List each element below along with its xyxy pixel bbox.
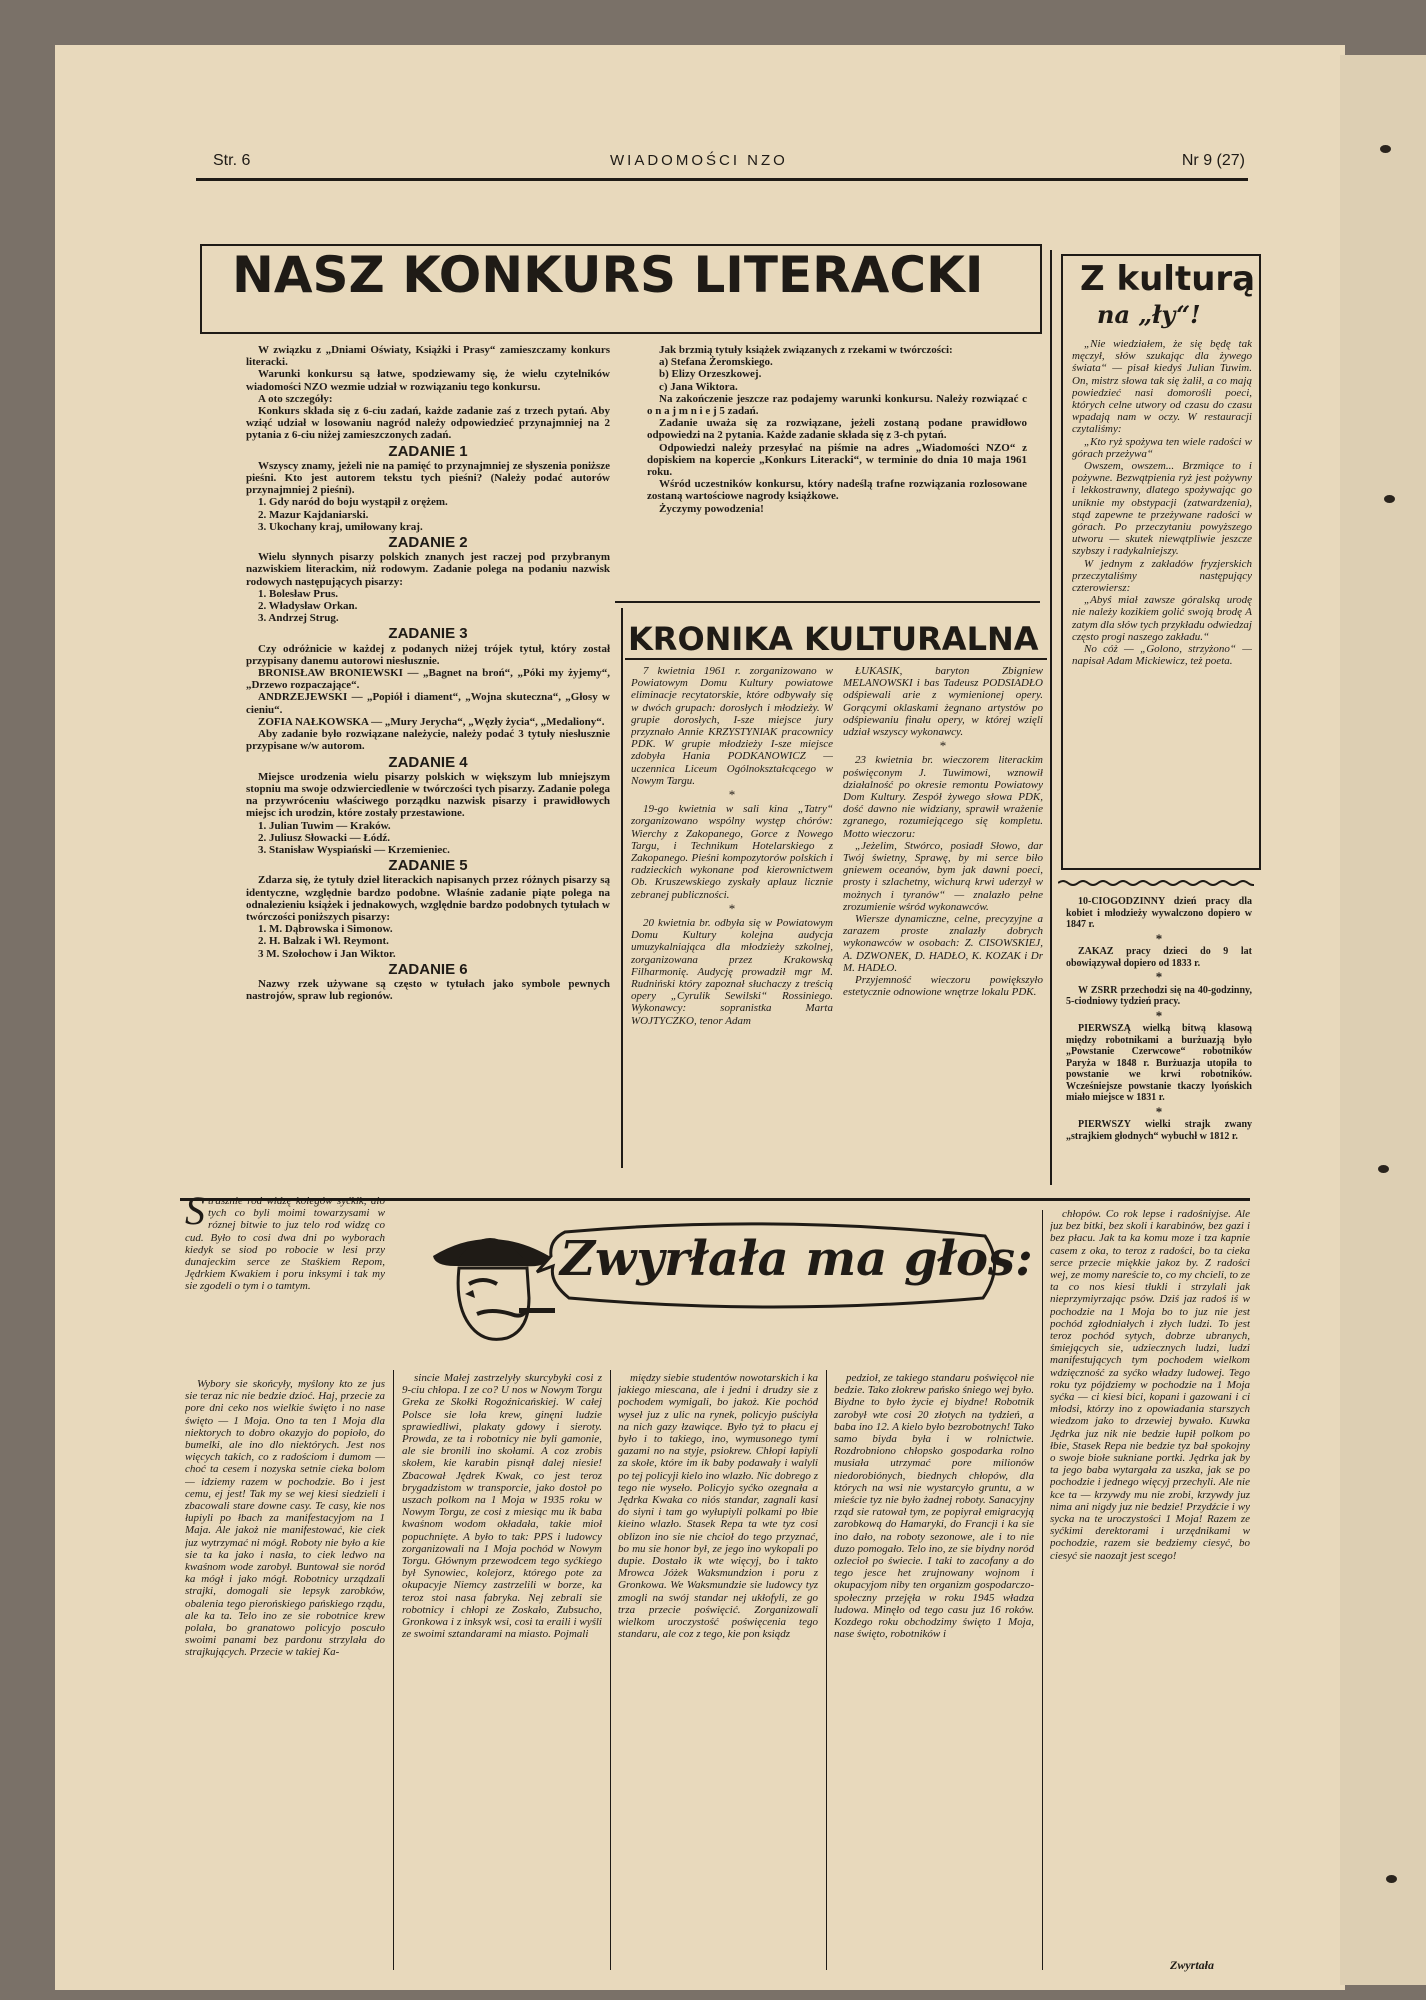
zkultura-text — [1072, 338, 1252, 860]
zadanie-heading: ZADANIE 6 — [388, 960, 468, 978]
paragraph: ŁUKASIK, baryton Zbigniew MELANOWSKI i bas Tadeusz PODSIADŁO odśpiewali arie z wymienionej opery. Gorącymi oklaskami żegnano artystów po odśpiewaniu finału opery, w której wzięli udział wszyscy wykonawcy. — [843, 665, 1043, 739]
zwyrlala-signature: Zwyrtała — [1170, 1958, 1214, 1972]
bottom-col-divider-1 — [393, 1370, 394, 1970]
paragraph: a) Stefana Żeromskiego. — [659, 356, 773, 369]
zadanie-heading: ZADANIE 2 — [388, 534, 468, 552]
fact-item: 10-CIOGODZINNY dzień pracy dla kobiet i młodzieży wywalczono dopiero w 1847 r. — [1066, 896, 1252, 930]
zwyrlala-column-5 — [1050, 1208, 1250, 1953]
right-side-divider — [1050, 250, 1052, 1185]
kronika-column-1 — [631, 665, 833, 1185]
bottom-col-divider-3 — [826, 1370, 827, 1970]
paragraph: 1. M. Dąbrowska i Simonow. — [258, 923, 393, 936]
page-number: Str. 6 — [213, 152, 251, 169]
paragraph: Odpowiedzi należy przesyłać na piśmie na adres „Wiadomości NZO“ z dopiskiem na kopercie „Konkurs Literacki“, w terminie do dnia 10 maja 1961 roku. — [647, 441, 1027, 479]
zwyrlala-column-4 — [834, 1372, 1034, 1978]
fact-item: W ZSRR przechodzi się na 40-godzinny, 5-ciodniowy tydzień pracy. — [1066, 984, 1252, 1007]
zadanie-heading: ZADANIE 3 — [388, 625, 468, 643]
paragraph: „Kto ryż spożywa ten wiele radości w górach przeżywa“ — [1072, 435, 1252, 460]
kronika-column-2 — [843, 665, 1043, 1185]
masthead: WIADOMOŚCI NZO — [610, 152, 788, 169]
paragraph: Miejsce urodzenia wielu pisarzy polskich w większym lub mniejszym stopniu ma swoje odzwierciedlenie w twórczości tych pisarzy. Zadanie polega na przywróceniu właściwego porządku nazwisk pisarzy i prawidłowych miejsc ich urodzin, które zostały przestawione. — [246, 770, 610, 820]
paragraph: 2. H. Balzak i Wł. Reymont. — [258, 935, 389, 948]
kronika-top-rule — [615, 601, 1040, 603]
drop-cap: S — [185, 1195, 205, 1233]
zwyrlala-column-3 — [618, 1372, 818, 1978]
paragraph: Konkurs składa się z 6-ciu zadań, każde zadanie zaś z trzech pytań. Aby wziąć udział w losowaniu nagród należy odpowiedzieć przynajmniej na 2 pytania z 6-ciu niżej zamieszczonych zadań. — [246, 405, 610, 442]
asterisk-separator: * — [939, 738, 947, 754]
paragraph: 1. Bolesław Prus. — [258, 587, 339, 600]
zwyrlala-title: Zwyrłała ma głos: — [560, 1231, 1033, 1287]
paragraph: 2. Mazur Kajdaniarski. — [258, 508, 369, 521]
konkurs-column-2 — [647, 344, 1027, 599]
header-rule — [196, 178, 1248, 181]
paragraph: Nazwy rzek używane są często w tytułach jako symbole pewnych nastrojów, spraw lub regionów. — [246, 977, 610, 1003]
paragraph: 3. Andrzej Strug. — [258, 612, 339, 625]
zadanie-heading: ZADANIE 1 — [388, 442, 468, 460]
asterisk-separator: * — [1155, 1007, 1163, 1023]
paragraph: 1. Julian Tuwim — Kraków. — [258, 819, 391, 832]
facts-column — [1066, 896, 1252, 1186]
paragraph: 2. Władysław Orkan. — [258, 600, 358, 613]
paragraph: Wielu słynnych pisarzy polskich znanych jest raczej pod przybranym nazwiskiem literackim, niż rodowym. Zadanie polega na podaniu nazwisk rodowych następujących pisarzy: — [246, 551, 610, 588]
paragraph: 1. Gdy naród do boju wystąpił z orężem. — [258, 496, 448, 509]
zadanie-heading: ZADANIE 5 — [388, 857, 468, 875]
konkurs-column-1 — [246, 344, 610, 1176]
paragraph: Jak brzmią tytuły książek związanych z rzekami w twórczości: — [659, 344, 953, 356]
zkultura-title: Z kulturą — [1080, 259, 1256, 299]
zwyrlala-column-1 — [185, 1378, 385, 1978]
paragraph: 3. Stanisław Wyspiański — Krzemieniec. — [258, 843, 450, 856]
zwyrlala-col2-text: sincie Małej zastrzelyły skurcybyki cosi z 9-ciu chłopa. I ze co? U nos w Nowym Torgu Greka ze Skołki Rogoźnicańskiej. W całej Polsce sie loła krew, ginęni ludzie sprawiedliwi, plakaty gdowy i sieroty. Prowda, ze ta i robotnicy nie byli gamonie, ale sie bronili ino skołami. A coz zrobis skołem, kie karabin pisnął dalej niesie! Zbacował Jędrek Kwak, co jest teroz brygadzistom w transporcie, jako dostoł po uszach polkom na 1 Moja w 1935 roku w Nowym Torgu, ze cosi z miesiąc mu ik baba kwaśnom wodom okładała, takie mioł popuchnięte. A było to tak: PPS i ludowcy zorganizowali na 1 Moja pochód w Nowym Torgu. Głównym przewodcem tego syćkiego był Synowiec, kolejorz, którego pote za okupacyje Niemcy zastrzelili w borze, ka teroz stoi nasa fabryka. Nej zebrali sie robotnicy i chłopi ze Zoskało, Zubsucho, Gronkowa i z inksyk wsi, cosi ta eraili i wyśli ze swoimi sztandarami na miasto. Pojmali — [402, 1372, 602, 1641]
zwyrlala-col1-text: Wybory sie skońcyły, myślony kto ze jus sie teraz nic nie bedzie dzioć. Haj, przecie za pore dni ceko nos wielkie święto i no nase święto — 1 Moja. Ono ta ten 1 Moja dla niektorych to dobro okazyjo do popioło, do bumelki, ale ino dlo niektórych. Jest nos więcych takich, co z radościom i dumom — choć ta cesem i nozyska setnie cieka bolom — idziemy razem w pochodzie. Bo i jest cemu, ej jest! Tak my se wej kiesi siedzieli i zbacowali stare downe casy. Te casy, kie nos łupiyli po łbach za manifestacyjom na 1 Maja. Ale jakoż nie manifestować, kie ciek juz wytrzymać ni mógł. Roboty nie było a kie sie ta ka jako i nasła, to ciek ledwo na kwaśnom wode zarobył. Buntował sie noród ka mógł i jako mógł. Robotnicy urządzali strajki, domogali sie lepsyk zarobków, obalenia tego pierońskiego pańskiego rządu, ale ka ta. Telo ino ze sie robotnice krew polała, bo granatowo policyjo poscuło swoimi panami bez pardonu strzylała do strajkujących. Przecie w takiej Ka- — [185, 1378, 385, 1659]
paragraph: „Nie wiedziałem, że się będę tak męczył, słów szukając dla żywego świata“ — pisał kiedyś Julian Tuwim. On, mistrz słowa tak się żalił, a co mają powiedzieć nasi domorośli poeci, których celne utwory od czasu do czasu wpadają nam w oczy. W restauracji czytaliśmy: — [1072, 338, 1252, 436]
paragraph: W związku z „Dniami Oświaty, Książki i Prasy“ zamieszczamy konkurs literacki. — [246, 344, 610, 369]
fact-item: PIERWSZY wielki strajk zwany „strajkiem głodnych“ wybuchł w 1812 r. — [1066, 1119, 1252, 1142]
zwyrlala-col5-text: chłopów. Co rok lepse i radośniyjse. Ale juz bez bitki, bez skoli i karabinów, bez gazi i bez płacu. Jak ta ka komu moze i tza kapnie casem z oka, to teroz z radości, bo ta cieka serce przecie miękkie jakoz by. Z radości wej, ze momy nareście to, co my chcieli, to ze ta co nos kiesi tłukli i strzylali jak nieprzymiyrzając psów. Dziś jaz radoś iś w pochodzie na 1 Moja bo to juz nie jest pochód zgłodniałych i złych ludzi. To jest teroz pochód sytych, dobrze ubranych, śmiejących sie, udziecznych ludzi, ludzi manifestujących tym pochodem wielkom wdzięczność za syćko władzy ludowej. Tego roku tyz pójdziemy w pochodzie na 1 Moja syćka — ci kiesi bici, kopani i gazowani i ci młodsi, którzy ino z opowiadania starszych wiedzom jako to drzewiej bywało. Kuwka Jędrka juz nik nie bedzie łupił polkom po łbie, Stasek Repa nie bedzie tyz bał spokojny o swoje biołe sukniane portki. Jędrka jak by ta jego baba wytargała za uszka, jak se po pochodzie i jednego więcyj przechyli. Ale nie kce ta — krzywdy mu nie zrobi, krzywdy juz nima ani nigdy juz nie bedzie! Przydźcie i wy sycka na te uroczystości 1 Moja! Razem ze syćkimi derektorami i urzędnikami w pochodzie, razem sie bedziemy ciesyć, bo ciesyć sie naozajt jest scego! — [1050, 1208, 1250, 1562]
paragraph: Warunki konkursu są łatwe, spodziewamy się, że wielu czytelników wiadomości NZO wezmie udział w rozwiązaniu tego konkursu. — [246, 368, 610, 393]
asterisk-separator: * — [1155, 1103, 1163, 1119]
paragraph: „Abyś miał zawsze góralską urodę nie należy kozikiem golić swoją brodę A zatym dla słów tych przykładu odwiedzaj często progi naszego zakładu.“ — [1072, 594, 1252, 643]
paragraph: 20 kwietnia br. odbyła się w Powiatowym Domu Kultury kolejna audycja umuzykalniająca dla młodzieży szkolnej, zorganizowana przez Krakowską Filharmonię. Audycję prowadził mgr M. Rudniński który zapoznał słuchaczy z treścią opery „Cyrulik Sewilski“ Rossiniego. Wykonawcy: sopranistka Marta WOJTYCZKO, tenor Adam — [631, 917, 833, 1027]
zwyrlala-col3-text: między siebie studentów nowotarskich i ka jakiego miescana, ale i jedni i drudzy sie z pochodem wymigali, bo jakoż. Kie pochód wyseł juz z ulic na rynek, policyjo puściyła na nich gazy łzawiące. Było tyż to płacu ej było i to takiego, ino, wymusonego tymi gazami no na styje, psiokrew. Chłopi łapiyli za skołe, które im ik baby podawały i walyli po tej policyji kielo ino wlazło. Nic dobrego z tego nie wyseło. Policyjo syćko ozegnała a Jędrka Kwaka co niós standar, zagnali kasi do siyni i tam go wyłupiyli polkami po łbie kieino wlazło. Stasek Repa ta wte tyz cosi oblizon ino sie nie chcioł do tego przyznać, bo mu sie honor był, ze jego ino wykopali po dupie. Dostało ik wte więcyj, bo i takto Mrowca Jóżek Waksmundzion i poru z Gronkowa. We Waksmundzie sie ludowcy tyz zmogli na swój standar nej ukłofyli, ze go trza przecie poświęcić. Zorganizowali wielkom uroczystość poświęcenia tego standaru, ale coz z tego, kie pon ksiądz — [618, 1372, 818, 1641]
paragraph: 3. Ukochany kraj, umiłowany kraj. — [258, 520, 423, 533]
paragraph: Na zakończenie jeszcze raz podajemy warunki konkursu. Należy rozwiązać c o n a j m n i e j 5 zadań. — [647, 392, 1027, 418]
asterisk-separator: * — [1155, 930, 1163, 946]
paragraph: Wszyscy znamy, jeżeli nie na pamięć to przynajmniej ze słyszenia poniższe pieśni. Kto jest autorem tekstu tych pieśni? (Należy podać autorów przynajmniej 2 pieśni). — [246, 459, 610, 497]
fact-item: PIERWSZĄ wielką bitwą klasową między robotnikami a burżuazją było „Powstanie Czerwcowe“ robotników Paryża w 1848 r. Burżuazja utopiła to powstanie we krwi robotników. Wcześniejsze powstanie tkaczy lyońskich miało miejsce w 1831 r. — [1066, 1023, 1252, 1103]
paragraph: 23 kwietnia br. wieczorem literackim poświęconym J. Tuwimowi, wznowił działalność po okresie remontu Powiatowy Dom Kultury. Zespół żywego słowa PDK, dość dawno nie widziany, sprawił wrażenie zgranego, rozumiejącego się kompletu. Motto wieczoru: — [843, 754, 1043, 840]
paragraph: Wiersze dynamiczne, celne, precyzyjne a zarazem proste znalazły dobrych wykonawców w osobach: Z. CISOWSKIEJ, A. DZWONEK, D. HADŁO, K. KOZAK i Dr M. HADŁO. — [843, 913, 1043, 974]
zwyrlala-col4-text: pedzioł, ze takiego standaru poświęcoł nie bedzie. Tako złokrew pańsko śniego wej było. Biydne to było życie ej biydne! Robotnik zarobył wte cosi 20 złotych na tydzień, a baba ino 12. A kielo było bezrobotnych! Tako samo biyda była i w rolnictwie. Rozdrobniono chłopsko gospodarka rolno musiała utrzymać pore milionów niedorobiónych, biednych chłopów, dla których na wsi nie wystarcyło gruntu, a w mieście tyz nie było żadnej roboty. Sanacyjny rząd sie ratował tym, ze popiyrał emigracyją zarobkową do Hamaryki, do Francji i ka sie ino dało, na roboty sezonowe, ale i to nie duzo pomogało. Telo ino, ze sie biydny noród ozlecioł po świecie. I taki to zacofany a do tego jesce het zrujnowany wojnom i okupacyjom niby ten organizm gospodarczo-społeczny przejęła w roku 1945 władza ludowa. Minęło od tego casu juz 16 roków. Kozdego roku obchodzimy święto 1 Moja, nase święto, robotników i — [834, 1372, 1034, 1641]
paragraph: Wśród uczestników konkursu, który nadeślą trafne rozwiązania rozlosowane zostaną wartościowe nagrody książkowe. — [647, 478, 1027, 503]
zwyrlala-intro-text: trasznie rod widzę kolegów syćkik, alo tych co byli moimi towarzysami w róznej bitwie to juz telo rod widzę co cud. Było to cosi dwa dni po wyborach kiedyk se siod po robocie w lesi przy dunajeckim serce ze Staśkiem Repom, Jędrkiem Kwakiem i poru inksymi i tak my sie zgodeli o tym i o tamtym. — [185, 1195, 385, 1293]
wavy-separator — [1058, 879, 1254, 887]
paragraph: 2. Juliusz Słowacki — Łódź. — [258, 831, 391, 844]
asterisk-separator: * — [728, 787, 736, 803]
zadanie-heading: ZADANIE 4 — [388, 753, 468, 771]
paragraph: ZOFIA NAŁKOWSKA — „Mury Jerycha“, „Węzły życia“, „Medaliony“. — [258, 715, 605, 728]
paragraph: ANDRZEJEWSKI — „Popiół i diament“, „Wojna skuteczna“, „Głosy w cieniu“. — [246, 691, 610, 716]
paragraph: Przyjemność wieczoru powiększyło estetycznie odnowione wnętrze lokalu PDK. — [843, 974, 1043, 999]
paragraph: 19-go kwietnia w sali kina „Tatry“ zorganizowano wspólny występ chórów: Wierchy z Zakopanego, Gorce z Nowego Targu, i Technikum Hotelarskiego z Zakopanego. Pieśni kompozytorów polskich i radzieckich wykonane pod kierownictwem Ob. Kruszewskiego zyskały aplauz licznie zebranej publiczności. — [631, 803, 833, 901]
konkurs-title: NASZ KONKURS LITERACKI — [232, 246, 984, 304]
paragraph: „Jeżelim, Stwórco, posiadł Słowo, dar Twój świetny, Sprawę, by mi serce biło gniewem oceanów, bym jak dawni poeci, prosty i szlachetny, wichurą krwi uderzył w możnych i tyranów“ — znalazło pełne zrozumienie wśród wykonawców. — [843, 839, 1043, 913]
paragraph: BRONISŁAW BRONIEWSKI — „Bagnet na broń“, „Póki my żyjemy“, „Drzewo rozpaczające“. — [246, 667, 610, 692]
paragraph: b) Elizy Orzeszkowej. — [659, 368, 762, 381]
zwyrlala-column-2 — [402, 1372, 602, 1978]
konkurs-col-divider — [621, 608, 623, 1168]
zkultura-subtitle: na „ły“! — [1097, 300, 1201, 329]
zwyrlala-intro — [185, 1195, 385, 1375]
kronika-title: KRONIKA KULTURALNA — [628, 620, 1039, 658]
kronika-title-rule — [625, 658, 1047, 660]
issue-number: Nr 9 (27) — [1181, 152, 1245, 169]
paragraph: 7 kwietnia 1961 r. zorganizowano w Powiatowym Domu Kultury powiatowe eliminacje recytatorskie, które odbywały się w dwóch grupach: dorosłych i młodzieży. W grupie dorosłych, I-sze miejsce jury przyznało Annie KRZYSTYNIAK pracownicy PDK. W grupie młodzieży I-sze miejsce zdobyła Hania PODKANOWICZ — uczennica Liceum Ogólnokształcącego w Nowym Targu. — [631, 665, 833, 787]
paragraph: Zadanie uważa się za rozwiązane, jeżeli zostaną podane prawidłowo odpowiedzi na 2 pytania. Każde zadanie składa się z 3-ch pytań. — [647, 417, 1027, 442]
asterisk-separator: * — [1155, 969, 1163, 984]
paragraph: Zdarza się, że tytuły dzieł literackich napisanych przez różnych pisarzy są identyczne, względnie bardzo podobne. Właśnie zadanie piąte polega na odnalezieniu książek i jednakowych, względnie bardzo podobnych tytułach w twórczości poniższych pisarzy: — [246, 874, 610, 923]
paragraph: c) Jana Wiktora. — [659, 380, 738, 393]
asterisk-separator: * — [728, 900, 736, 916]
bottom-col-divider-2 — [610, 1370, 611, 1970]
adjacent-page-edge — [1340, 55, 1426, 1985]
paragraph: Czy odróżnicie w każdej z podanych niżej trójek tytuł, który został przypisany danemu autorowi niesłusznie. — [246, 642, 610, 667]
paragraph: 3 M. Szołochow i Jan Wiktor. — [258, 947, 396, 960]
paragraph: W jednym z zakładów fryzjerskich przeczytaliśmy następujący czterowiersz: — [1072, 557, 1252, 595]
paragraph: Życzymy powodzenia! — [659, 502, 764, 515]
page-header — [195, 152, 1245, 178]
fact-item: ZAKAZ pracy dzieci do 9 lat obowiązywał dopiero od 1833 r. — [1066, 946, 1252, 969]
paragraph: A oto szczegóły: — [258, 392, 333, 405]
paragraph: Aby zadanie było rozwiązane należycie, należy podać 3 tytuły niesłusznie przypisane w/w autorom. — [246, 728, 610, 753]
paragraph: No cóż — „Golono, strzyżono“ — napisał Adam Mickiewicz, też poeta. — [1072, 643, 1252, 668]
bottom-col-divider-4 — [1042, 1210, 1043, 1970]
paragraph: Owszem, owszem... Brzmiące to i pożywne. Bezwątpienia ryż jest pożywny i lekkostrawny, dlatego spożywając go uniknie my obstypacji (zatwardzenia), stąd zapewne te przeżywane radości w górach. Po przeczytaniu powyższego utworu — skutek niewątpliwie jeszcze szybszy i radykalniejszy. — [1072, 460, 1252, 558]
